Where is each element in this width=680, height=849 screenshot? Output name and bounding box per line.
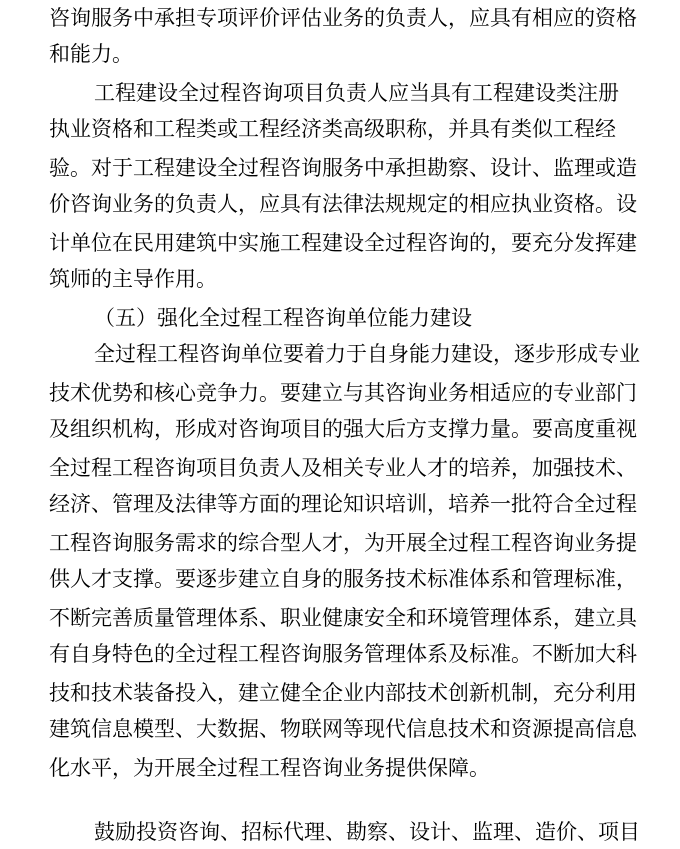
- text-line: 有自身特色的全过程工程咨询服务管理体系及标准。不断加大科: [49, 642, 637, 666]
- text-line: 供人才支撑。要逐步建立自身的服务技术标准体系和管理标准，: [49, 567, 637, 591]
- section-heading: （五）强化全过程工程咨询单位能力建设: [94, 306, 472, 330]
- text-line: 不断完善质量管理体系、职业健康安全和环境管理体系，建立具: [49, 606, 637, 630]
- text-line: 经济、管理及法律等方面的理论知识培训，培养一批符合全过程: [49, 492, 637, 516]
- text-line: 及组织机构，形成对咨询项目的强大后方支撑力量。要高度重视: [49, 417, 637, 441]
- text-line: 验。对于工程建设全过程咨询服务中承担勘察、设计、监理或造: [49, 156, 637, 180]
- text-line: 计单位在民用建筑中实施工程建设全过程咨询的，要充分发挥建: [49, 231, 637, 255]
- text-line: 和能力。: [49, 42, 133, 66]
- text-line: 化水平，为开展全过程工程咨询业务提供保障。: [49, 756, 490, 780]
- text-line: 筑师的主导作用。: [49, 267, 217, 291]
- text-line: 技术优势和核心竞争力。要建立与其咨询业务相适应的专业部门: [49, 381, 637, 405]
- text-line: 全过程工程咨询项目负责人及相关专业人才的培养，加强技术、: [49, 456, 637, 480]
- text-line: 全过程工程咨询单位要着力于自身能力建设，逐步形成专业: [94, 342, 640, 366]
- text-line: 技和技术装备投入，建立健全企业内部技术创新机制，充分利用: [49, 681, 637, 705]
- text-line: 工程建设全过程咨询项目负责人应当具有工程建设类注册: [94, 81, 619, 105]
- text-line: 执业资格和工程类或工程经济类高级职称，并具有类似工程经: [49, 117, 616, 141]
- text-line: 价咨询业务的负责人，应具有法律法规规定的相应执业资格。设: [49, 192, 637, 216]
- text-line: 工程咨询服务需求的综合型人才，为开展全过程工程咨询业务提: [49, 531, 637, 555]
- text-line: 咨询服务中承担专项评价评估业务的负责人，应具有相应的资格: [49, 6, 637, 30]
- text-line: 建筑信息模型、大数据、物联网等现代信息技术和资源提高信息: [49, 717, 637, 741]
- text-line: 鼓励投资咨询、招标代理、勘察、设计、监理、造价、项目: [94, 820, 640, 844]
